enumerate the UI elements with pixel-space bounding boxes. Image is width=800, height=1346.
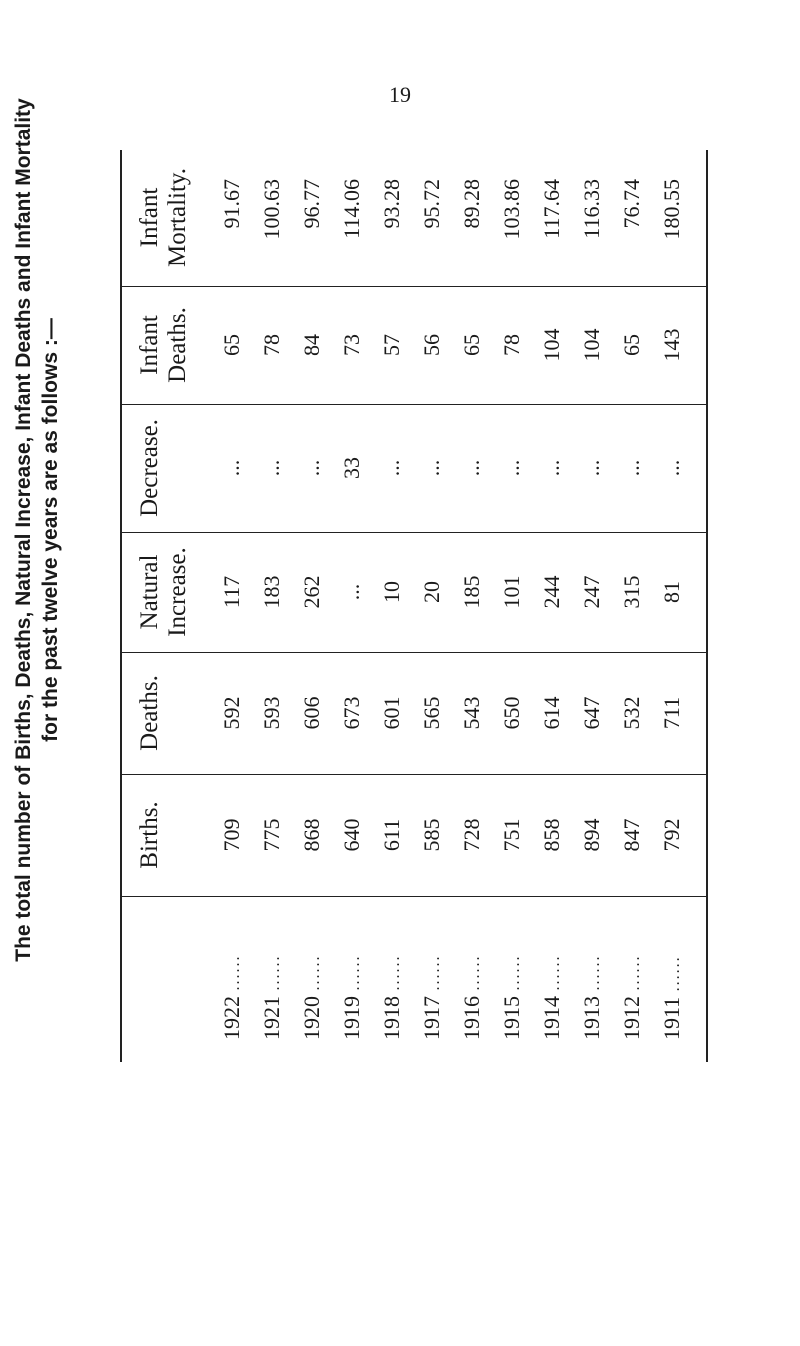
table-cell-deaths: 673 — [339, 696, 364, 730]
infant-mortality-cells — [212, 149, 692, 286]
table-cell-infant-mortality: 76.74 — [619, 179, 644, 229]
caption-line-2: for the past twelve years are as follows :— — [39, 318, 62, 742]
leader-dots: ...... — [506, 954, 523, 991]
table-cell-year — [612, 897, 652, 1062]
table-cell-natural-increase: 20 — [419, 581, 444, 603]
table-cell-natural-increase: 185 — [459, 575, 484, 609]
natural-increase-cells — [212, 532, 692, 652]
table-cell-infant-deaths: 78 — [259, 334, 284, 356]
table-cell-births: 775 — [259, 818, 284, 852]
table-cell-year — [372, 897, 412, 1062]
table-cell-natural-increase: 10 — [379, 581, 404, 603]
leader-dots: ...... — [546, 954, 563, 991]
table-cell-infant-mortality: 89.28 — [459, 179, 484, 229]
header-infant-deaths-line-1: Infant — [136, 315, 163, 375]
table-cell-decrease: ... — [299, 459, 324, 477]
table-cell-natural-increase: 117 — [219, 575, 244, 609]
table-cell-infant-deaths: 104 — [539, 328, 564, 362]
column-infant-mortality — [122, 149, 706, 287]
table-cell-deaths: 650 — [499, 696, 524, 730]
header-natural-increase — [136, 532, 192, 652]
year-value: 1912 — [619, 996, 644, 1040]
table-cell-births: 858 — [539, 818, 564, 852]
leader-dots: ...... — [666, 955, 683, 992]
table-cell-year — [332, 897, 372, 1062]
table-cell-infant-deaths: 56 — [419, 334, 444, 356]
table-cell-infant-deaths: 65 — [219, 334, 244, 356]
table-cell-natural-increase: 262 — [299, 575, 324, 609]
header-infant-mortality — [136, 149, 192, 286]
table-cell-infant-mortality: 103.86 — [499, 179, 524, 240]
table-cell-deaths: 593 — [259, 696, 284, 730]
table-cell-decrease: ... — [579, 459, 604, 477]
year-cells — [212, 897, 692, 1062]
table-cell-infant-deaths: 73 — [339, 334, 364, 356]
header-deaths: Deaths. — [136, 675, 163, 751]
table-cell-infant-deaths: 65 — [459, 334, 484, 356]
table-cell-year — [492, 897, 532, 1062]
table-cell-deaths: 606 — [299, 696, 324, 730]
column-natural-increase — [122, 532, 706, 653]
births-cells — [212, 774, 692, 896]
table-cell-infant-deaths: 104 — [579, 328, 604, 362]
decrease-cells — [212, 404, 692, 532]
table-cell-births: 868 — [299, 818, 324, 852]
table-cell-deaths: 592 — [219, 696, 244, 730]
table-cell-natural-increase: 244 — [539, 575, 564, 609]
caption-line-1: The total number of Births, Deaths, Natural Increase, Infant Deaths and Infant Mortality — [12, 98, 35, 962]
table-cell-infant-mortality: 95.72 — [419, 179, 444, 229]
table-cell-births: 611 — [379, 818, 404, 852]
infant-deaths-cells — [212, 286, 692, 404]
year-value: 1916 — [459, 996, 484, 1040]
table-cell-deaths: 647 — [579, 696, 604, 730]
table-cell-deaths: 565 — [419, 696, 444, 730]
page-number: 19 — [389, 82, 411, 107]
table-cell-decrease: ... — [659, 459, 684, 477]
table-cell-births: 709 — [219, 818, 244, 852]
table-cell-year — [532, 897, 572, 1062]
table-cell-infant-mortality: 114.06 — [339, 179, 364, 239]
table-cell-births: 792 — [659, 818, 684, 852]
table-cell-year — [412, 897, 452, 1062]
leader-dots: ...... — [346, 954, 363, 991]
table-cell-deaths: 711 — [659, 696, 684, 730]
leader-dots: ...... — [466, 954, 483, 991]
leader-dots: ...... — [306, 954, 323, 991]
table-cell-births: 640 — [339, 818, 364, 852]
table-cell-infant-mortality: 96.77 — [299, 179, 324, 229]
header-infant-mortality-line-1: Infant — [136, 187, 163, 248]
header-natural-increase-line-1: Natural — [136, 554, 163, 630]
table-cell-decrease: ... — [539, 459, 564, 477]
year-value: 1914 — [539, 996, 564, 1040]
table-cell-year — [452, 897, 492, 1062]
leader-dots: ...... — [426, 954, 443, 991]
year-value: 1915 — [499, 996, 524, 1040]
table-cell-decrease: ... — [499, 459, 524, 477]
table-cell-year — [252, 897, 292, 1062]
table-cell-year — [292, 897, 332, 1062]
table-cell-infant-mortality: 117.64 — [539, 179, 564, 239]
year-value: 1917 — [419, 996, 444, 1040]
table-cell-births: 751 — [499, 818, 524, 852]
table-cell-natural-increase: ... — [339, 583, 364, 601]
column-births — [122, 774, 706, 897]
leader-dots: ...... — [226, 954, 243, 991]
table-cell-decrease: ... — [379, 459, 404, 477]
table-cell-births: 847 — [619, 818, 644, 852]
header-decrease: Decrease. — [136, 419, 163, 517]
year-value: 1921 — [259, 996, 284, 1040]
leader-dots: ...... — [266, 954, 283, 991]
table-cell-natural-increase: 81 — [659, 581, 684, 603]
table-cell-infant-mortality: 100.63 — [259, 179, 284, 240]
table-cell-infant-deaths: 57 — [379, 334, 404, 356]
table-cell-births: 894 — [579, 818, 604, 852]
header-births: Births. — [136, 801, 163, 869]
year-value: 1922 — [219, 996, 244, 1040]
column-deaths — [122, 652, 706, 775]
table-cell-year — [212, 897, 252, 1062]
table-cell-deaths: 614 — [539, 696, 564, 730]
table-cell-natural-increase: 247 — [579, 575, 604, 609]
table-cell-infant-deaths: 84 — [299, 334, 324, 356]
table-cell-infant-deaths: 143 — [659, 328, 684, 362]
leader-dots: ...... — [586, 954, 603, 991]
table-cell-year — [652, 897, 692, 1062]
header-infant-deaths-line-2: Deaths. — [164, 307, 191, 383]
table-caption — [10, 50, 110, 1010]
leader-dots: ...... — [626, 954, 643, 991]
table-cell-decrease: ... — [619, 459, 644, 477]
table-cell-infant-mortality: 91.67 — [219, 179, 244, 229]
table-cell-deaths: 543 — [459, 696, 484, 730]
table-cell-births: 585 — [419, 818, 444, 852]
header-infant-mortality-line-2: Mortality. — [164, 167, 191, 268]
table-cell-decrease: ... — [459, 459, 484, 477]
table-cell-deaths: 601 — [379, 696, 404, 730]
vital-statistics-table — [120, 150, 708, 1062]
year-value: 1920 — [299, 996, 324, 1040]
table-cell-natural-increase: 101 — [499, 575, 524, 609]
table-cell-infant-deaths: 65 — [619, 334, 644, 356]
table-cell-births: 728 — [459, 818, 484, 852]
column-infant-deaths — [122, 286, 706, 405]
table-cell-natural-increase: 315 — [619, 575, 644, 609]
leader-dots: ...... — [386, 954, 403, 991]
table-cell-decrease: ... — [259, 459, 284, 477]
table-cell-deaths: 532 — [619, 696, 644, 730]
table-cell-year — [572, 897, 612, 1062]
year-value: 1919 — [339, 996, 364, 1040]
deaths-cells — [212, 652, 692, 774]
table-cell-decrease: 33 — [339, 457, 364, 479]
column-year — [122, 897, 706, 1062]
year-value: 1913 — [579, 996, 604, 1040]
table-cell-infant-mortality: 116.33 — [579, 179, 604, 239]
column-decrease — [122, 404, 706, 533]
table-cell-decrease: ... — [219, 459, 244, 477]
year-value: 1911 — [659, 996, 684, 1040]
table-cell-infant-mortality: 180.55 — [659, 179, 684, 240]
table-cell-natural-increase: 183 — [259, 575, 284, 609]
year-value: 1918 — [379, 996, 404, 1040]
table-cell-infant-mortality: 93.28 — [379, 179, 404, 229]
table-cell-decrease: ... — [419, 459, 444, 477]
header-infant-deaths — [136, 286, 192, 404]
table-bottom-rule — [706, 150, 708, 1062]
table-cell-infant-deaths: 78 — [499, 334, 524, 356]
header-natural-increase-line-2: Increase. — [164, 547, 191, 637]
